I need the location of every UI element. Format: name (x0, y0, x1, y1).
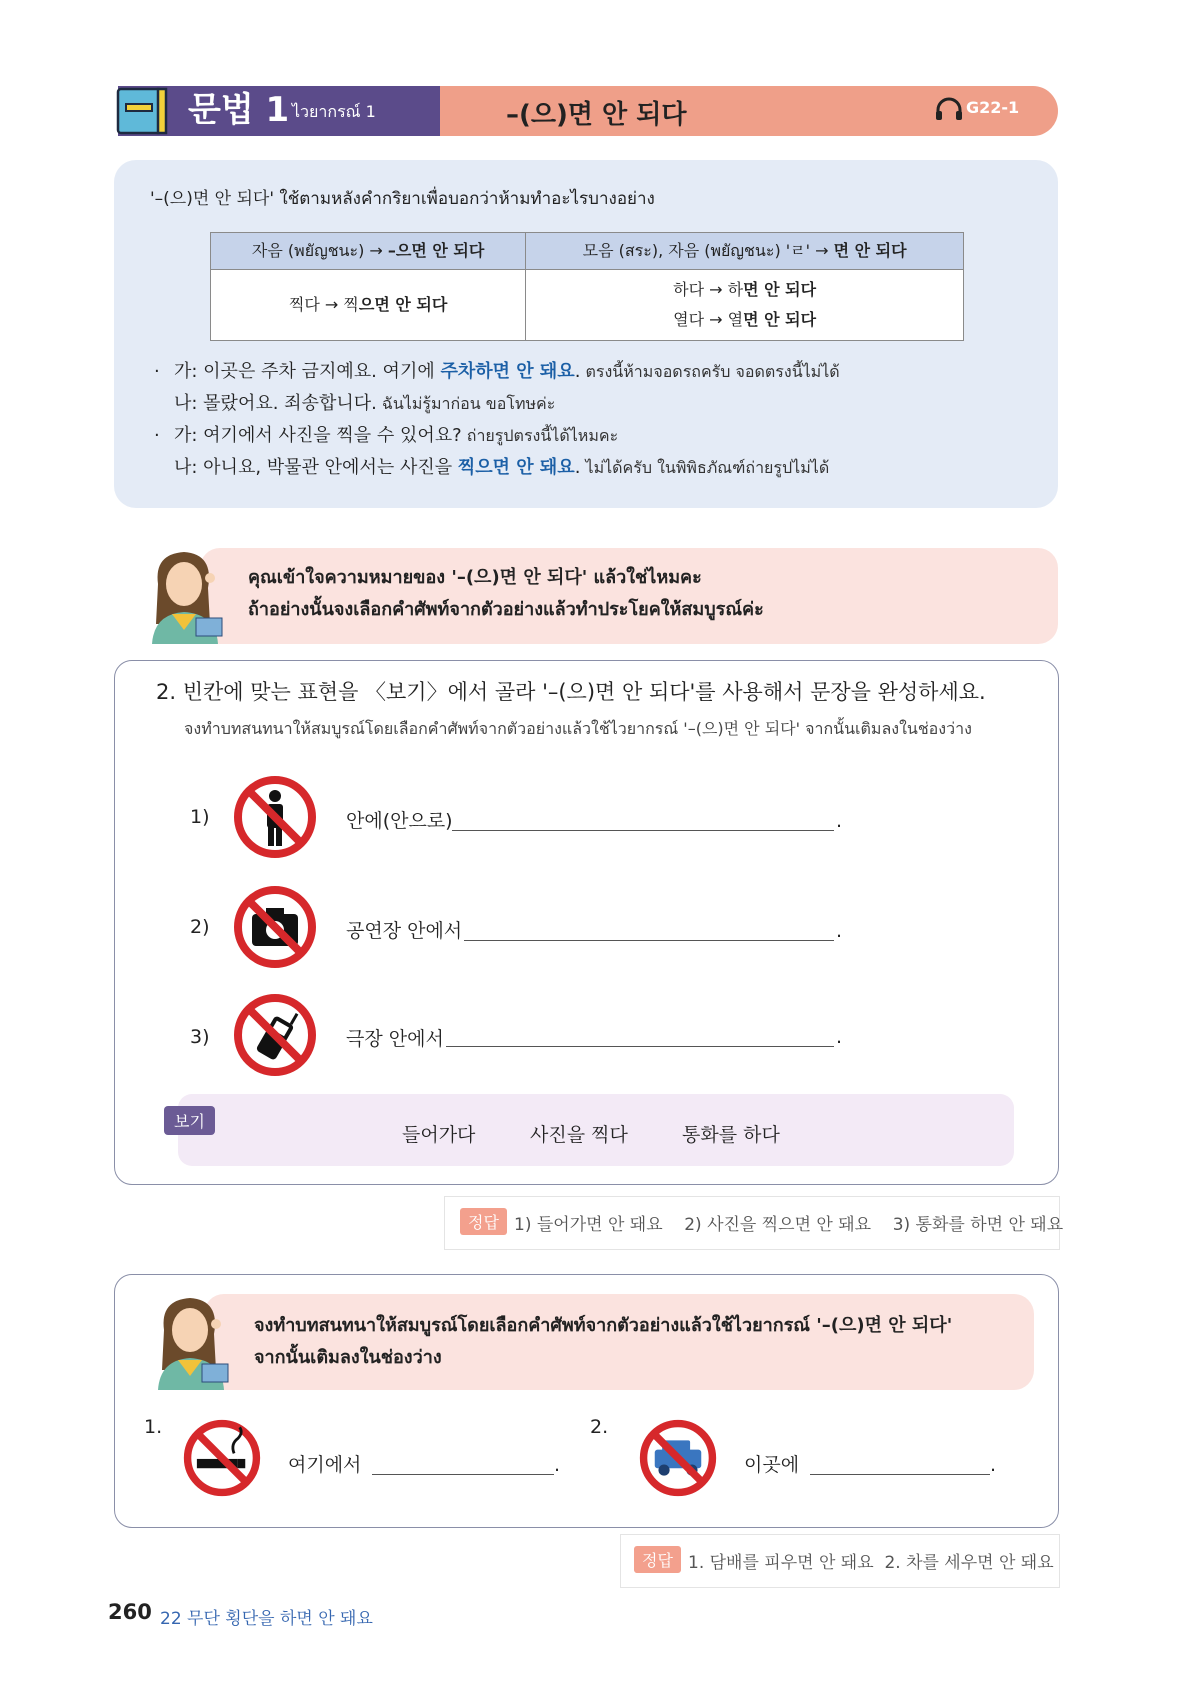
no-parking-car-icon (638, 1418, 718, 1498)
period: . (836, 920, 843, 942)
unit-title: 22 무단 횡단을 하면 안 돼요 (160, 1609, 373, 1629)
no-entry-person-icon (232, 774, 318, 860)
table-cell-consonant-example: 찍다 → 찍으면 안 되다 (211, 270, 526, 341)
section-title: 문법 1 (188, 90, 290, 130)
answer-blank[interactable] (452, 830, 834, 831)
tip-text: จงทำบทสนทนาให้สมบูรณ์โดยเลือกคำศัพท์จากตัวอย่างแล้วใช้ไวยากรณ์ '–(으)면 안 되다' จากนั้นเติมลงในช่องว่าง (254, 1315, 953, 1368)
item-number: 2. (590, 1416, 609, 1438)
item-prompt: 여기에서 (288, 1454, 362, 1476)
table-header-consonant: 자음 (พยัญชนะ) → –으면 안 되다 (211, 233, 526, 270)
headphones-icon[interactable] (935, 97, 963, 121)
item-prompt: 극장 안에서 (346, 1028, 444, 1050)
example-line: · 가: 여기에서 사진을 찍을 수 있어요? ถ่ายรูปตรงนี้ได้ไหมคะ (154, 425, 619, 446)
period: . (554, 1454, 561, 1476)
section-subtitle: ไวยากรณ์ 1 (292, 102, 376, 121)
book-icon (116, 86, 168, 136)
item-number: 1. (144, 1416, 163, 1438)
item-prompt: 이곳에 (744, 1454, 800, 1476)
answer-key-text: 1. 담배를 피우면 안 돼요 2. 차를 세우면 안 돼요 (688, 1553, 1054, 1573)
answer-blank[interactable] (446, 1046, 834, 1047)
answer-key-label: 정답 (634, 1546, 681, 1573)
period: . (836, 1026, 843, 1048)
answer-blank[interactable] (372, 1474, 554, 1475)
teacher-icon (144, 544, 232, 644)
exercise-title: 2. 빈칸에 맞는 표현을 〈보기〉에서 골라 '–(으)면 안 되다'를 사용해서 문장을 완성하세요. (156, 680, 986, 704)
answer-blank[interactable] (464, 940, 834, 941)
item-number: 1) (190, 806, 210, 828)
answer-key-text: 1) 들어가면 안 돼요 2) 사진을 찍으면 안 돼요 3) 통화를 하면 안 돼요 (514, 1215, 1064, 1235)
example-word: 들어가다 (402, 1124, 476, 1146)
exercise-subtitle: จงทำบทสนทนาให้สมบูรณ์โดยเลือกคำศัพท์จากตัวอย่างแล้วใช้ไวยากรณ์ '–(으)면 안 되다' จากนั้นเติมลงในช่องว่าง (184, 719, 972, 738)
no-phone-icon (232, 992, 318, 1078)
table-cell-vowel-example: 하다 → 하면 안 되다 열다 → 열면 안 되다 (526, 270, 964, 341)
no-smoking-icon (182, 1418, 262, 1498)
example-line: · 가: 이곳은 주차 금지예요. 여기에 주차하면 안 돼요. ตรงนี้ห้ามจอดรถครับ จอดตรงนี้ไม่ได้ (154, 361, 840, 382)
teacher-icon (150, 1290, 238, 1390)
example-word: 사진을 찍다 (530, 1124, 628, 1146)
table-header-vowel: 모음 (สระ), 자음 (พยัญชนะ) 'ㄹ' → 면 안 되다 (526, 233, 964, 270)
audio-track-code[interactable]: G22-1 (966, 98, 1020, 117)
grammar-heading: –(으)면 안 되다 (506, 100, 687, 130)
example-label: 보기 (164, 1106, 215, 1135)
no-camera-icon (232, 884, 318, 970)
conjugation-table (210, 232, 964, 341)
tip-text: คุณเข้าใจความหมายของ '–(으)면 안 되다' แล้วใช่ไหมคะ ถ้าอย่างนั้นจงเลือกคำศัพท์จากตัวอย่างแล้วทำประโยคให้สมบูรณ์ค่ะ (248, 567, 764, 620)
item-prompt: 공연장 안에서 (346, 920, 463, 942)
example-list (154, 356, 1044, 484)
answer-key-label: 정답 (460, 1208, 507, 1235)
item-number: 2) (190, 916, 210, 938)
period: . (836, 810, 843, 832)
grammar-intro: '–(으)면 안 되다' ใช้ตามหลังคำกริยาเพื่อบอกว่าห้ามทำอะไรบางอย่าง (150, 189, 655, 209)
answer-blank[interactable] (810, 1474, 990, 1475)
page-number: 260 (108, 1600, 152, 1624)
period: . (990, 1454, 997, 1476)
example-word: 통화를 하다 (682, 1124, 780, 1146)
example-line: 나: 몰랐어요. 죄송합니다. ฉันไม่รู้มาก่อน ขอโทษค่ะ (174, 393, 556, 414)
item-number: 3) (190, 1026, 210, 1048)
example-line: 나: 아니요, 박물관 안에서는 사진을 찍으면 안 돼요. ไม่ได้ครับ ในพิพิธภัณฑ์ถ่ายรูปไม่ได้ (174, 457, 830, 478)
item-prompt: 안에(안으로) (346, 810, 453, 832)
